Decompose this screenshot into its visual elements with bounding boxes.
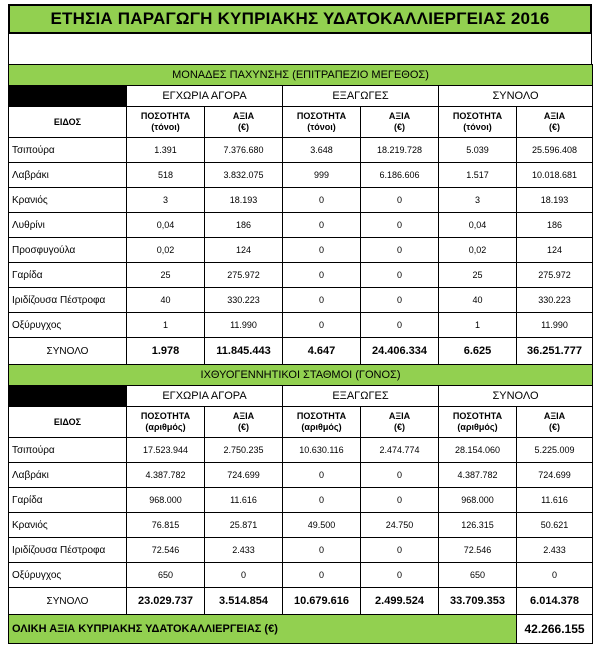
table-row — [9, 488, 593, 513]
table-cell: 0 — [283, 463, 361, 488]
table-cell: 0 — [283, 538, 361, 563]
species-name: Γαρίδα — [9, 488, 127, 513]
group-header-row — [9, 386, 593, 407]
table-cell: 999 — [283, 163, 361, 188]
table-cell: 72.546 — [127, 538, 205, 563]
grand-total-value: 42.266.155 — [517, 615, 593, 644]
table-cell: 518 — [127, 163, 205, 188]
value-header-line1: ΑΞΙΑ — [232, 411, 255, 421]
table-cell: 0 — [361, 563, 439, 588]
total-cell: 3.514.854 — [205, 588, 283, 615]
table-cell: 0 — [361, 188, 439, 213]
table-cell: 40 — [127, 288, 205, 313]
table-cell: 1.517 — [439, 163, 517, 188]
table-cell: 25 — [439, 263, 517, 288]
table-cell: 25.596.408 — [517, 138, 593, 163]
table-cell: 724.699 — [205, 463, 283, 488]
quantity-header-line2: (αριθμός) — [145, 422, 186, 432]
quantity-column-header — [439, 107, 517, 138]
species-name: Κρανιός — [9, 513, 127, 538]
table-cell: 11.990 — [517, 313, 593, 338]
table-cell: 4.387.782 — [127, 463, 205, 488]
table-cell: 0 — [283, 238, 361, 263]
species-name: Ιριδίζουσα Πέστροφα — [9, 538, 127, 563]
total-cell: 4.647 — [283, 338, 361, 365]
table-cell: 0 — [361, 288, 439, 313]
table-cell: 0 — [361, 263, 439, 288]
section-heading-row — [9, 65, 593, 86]
column-header-row — [9, 407, 593, 438]
table-cell: 0 — [361, 488, 439, 513]
total-cell: 2.499.524 — [361, 588, 439, 615]
species-name: Οξύρυγχος — [9, 563, 127, 588]
group-header: ΕΞΑΓΩΓΕΣ — [283, 86, 439, 107]
species-name: Γαρίδα — [9, 263, 127, 288]
table-cell: 18.193 — [205, 188, 283, 213]
table-row — [9, 463, 593, 488]
group-header: ΕΞΑΓΩΓΕΣ — [283, 386, 439, 407]
table-cell: 72.546 — [439, 538, 517, 563]
group-header: ΕΓΧΩΡΙΑ ΑΓΟΡΑ — [127, 86, 283, 107]
table-cell: 1.391 — [127, 138, 205, 163]
value-header-line2: (€) — [238, 122, 249, 132]
value-column-header — [361, 407, 439, 438]
species-name: Λαβράκι — [9, 463, 127, 488]
table-cell: 7.376.680 — [205, 138, 283, 163]
total-cell: 10.679.616 — [283, 588, 361, 615]
group-header-blank — [9, 86, 127, 107]
table-cell: 0,02 — [439, 238, 517, 263]
table-cell: 11.616 — [205, 488, 283, 513]
value-header-line2: (€) — [394, 422, 405, 432]
table-cell: 28.154.060 — [439, 438, 517, 463]
total-cell: 11.845.443 — [205, 338, 283, 365]
species-name: Οξύρυγχος — [9, 313, 127, 338]
table-cell: 11.616 — [517, 488, 593, 513]
species-name: Τσιπούρα — [9, 138, 127, 163]
value-header-line2: (€) — [549, 422, 561, 432]
table-cell: 968.000 — [127, 488, 205, 513]
value-column-header — [517, 107, 593, 138]
value-column-header — [517, 407, 593, 438]
table-cell: 124 — [205, 238, 283, 263]
section-heading: ΙΧΘΥΟΓΕΝΝΗΤΙΚΟΙ ΣΤΑΘΜΟΙ (ΓΟΝΟΣ) — [9, 365, 593, 386]
fattening-units-section — [9, 65, 593, 365]
value-header-line1: ΑΞΙΑ — [388, 411, 411, 421]
table-cell: 330.223 — [517, 288, 593, 313]
table-cell: 724.699 — [517, 463, 593, 488]
table-cell: 275.972 — [517, 263, 593, 288]
production-table — [8, 64, 593, 644]
total-cell: 6.625 — [439, 338, 517, 365]
table-cell: 330.223 — [205, 288, 283, 313]
table-cell: 3.832.075 — [205, 163, 283, 188]
table-cell: 76.815 — [127, 513, 205, 538]
quantity-header-line1: ΠΟΣΟΤΗΤΑ — [140, 111, 191, 121]
table-cell: 0 — [205, 563, 283, 588]
report-title: ΕΤΗΣΙΑ ΠΑΡΑΓΩΓΗ ΚΥΠΡΙΑΚΗΣ ΥΔΑΤΟΚΑΛΛΙΕΡΓΕΙΑΣ 2016 — [8, 4, 592, 34]
table-cell: 186 — [517, 213, 593, 238]
table-cell: 18.193 — [517, 188, 593, 213]
species-name: Λυθρίνι — [9, 213, 127, 238]
quantity-header-line1: ΠΟΣΟΤΗΤΑ — [452, 111, 503, 121]
value-column-header — [205, 107, 283, 138]
quantity-column-header — [283, 107, 361, 138]
table-cell: 6.186.606 — [361, 163, 439, 188]
table-row — [9, 288, 593, 313]
quantity-header-line1: ΠΟΣΟΤΗΤΑ — [452, 411, 503, 421]
table-row — [9, 138, 593, 163]
total-cell: 23.029.737 — [127, 588, 205, 615]
table-cell: 650 — [439, 563, 517, 588]
table-cell: 18.219.728 — [361, 138, 439, 163]
table-cell: 10.018.681 — [517, 163, 593, 188]
table-cell: 2.474.774 — [361, 438, 439, 463]
total-cell: 6.014.378 — [517, 588, 593, 615]
table-cell: 10.630.116 — [283, 438, 361, 463]
table-cell: 25.871 — [205, 513, 283, 538]
quantity-column-header — [127, 407, 205, 438]
total-label: ΣΥΝΟΛΟ — [9, 338, 127, 365]
total-cell: 1.978 — [127, 338, 205, 365]
table-cell: 50.621 — [517, 513, 593, 538]
table-cell: 11.990 — [205, 313, 283, 338]
table-cell: 275.972 — [205, 263, 283, 288]
species-column-header: ΕΙΔΟΣ — [9, 107, 127, 138]
grand-total-row — [9, 615, 593, 644]
table-cell: 0 — [361, 538, 439, 563]
quantity-header-line2: (τόνοι) — [307, 122, 336, 132]
total-cell: 36.251.777 — [517, 338, 593, 365]
table-row — [9, 213, 593, 238]
table-cell: 2.433 — [205, 538, 283, 563]
value-header-line1: ΑΞΙΑ — [543, 111, 566, 121]
quantity-column-header — [439, 407, 517, 438]
table-row — [9, 513, 593, 538]
table-cell: 0 — [283, 313, 361, 338]
species-name: Τσιπούρα — [9, 438, 127, 463]
quantity-header-line2: (αριθμός) — [457, 422, 498, 432]
table-cell: 0 — [283, 263, 361, 288]
table-row — [9, 238, 593, 263]
table-cell: 17.523.944 — [127, 438, 205, 463]
table-cell: 0,04 — [439, 213, 517, 238]
group-header-blank — [9, 386, 127, 407]
species-column-header: ΕΙΔΟΣ — [9, 407, 127, 438]
table-cell: 5.225.009 — [517, 438, 593, 463]
table-cell: 0 — [283, 288, 361, 313]
section-heading-row — [9, 365, 593, 386]
quantity-column-header — [283, 407, 361, 438]
table-cell: 0,04 — [127, 213, 205, 238]
table-cell: 0,02 — [127, 238, 205, 263]
table-cell: 3 — [439, 188, 517, 213]
table-cell: 2.750.235 — [205, 438, 283, 463]
value-header-line2: (€) — [394, 122, 405, 132]
table-cell: 186 — [205, 213, 283, 238]
value-header-line2: (€) — [549, 122, 561, 132]
production-report — [8, 4, 592, 644]
table-cell: 0 — [283, 563, 361, 588]
group-header: ΣΥΝΟΛΟ — [439, 386, 593, 407]
table-row — [9, 438, 593, 463]
species-name: Κρανιός — [9, 188, 127, 213]
table-cell: 2.433 — [517, 538, 593, 563]
table-row — [9, 563, 593, 588]
table-row — [9, 188, 593, 213]
spacer-row — [8, 34, 592, 64]
table-row — [9, 263, 593, 288]
table-cell: 0 — [361, 463, 439, 488]
table-cell: 1 — [127, 313, 205, 338]
value-header-line1: ΑΞΙΑ — [388, 111, 411, 121]
quantity-column-header — [127, 107, 205, 138]
table-cell: 4.387.782 — [439, 463, 517, 488]
quantity-header-line1: ΠΟΣΟΤΗΤΑ — [296, 111, 347, 121]
table-cell: 650 — [127, 563, 205, 588]
table-cell: 0 — [361, 213, 439, 238]
table-row — [9, 538, 593, 563]
table-cell: 0 — [517, 563, 593, 588]
grand-total-label: ΟΛΙΚΗ ΑΞΙΑ ΚΥΠΡΙΑΚΗΣ ΥΔΑΤΟΚΑΛΛΙΕΡΓΕΙΑΣ (€) — [9, 615, 517, 644]
value-header-line2: (€) — [238, 422, 249, 432]
table-cell: 0 — [361, 313, 439, 338]
value-column-header — [361, 107, 439, 138]
total-row — [9, 338, 593, 365]
table-cell: 40 — [439, 288, 517, 313]
table-cell: 24.750 — [361, 513, 439, 538]
total-row — [9, 588, 593, 615]
value-header-line1: ΑΞΙΑ — [232, 111, 255, 121]
table-cell: 5.039 — [439, 138, 517, 163]
table-cell: 3 — [127, 188, 205, 213]
table-cell: 126.315 — [439, 513, 517, 538]
quantity-header-line2: (τόνοι) — [463, 122, 492, 132]
value-column-header — [205, 407, 283, 438]
total-label: ΣΥΝΟΛΟ — [9, 588, 127, 615]
table-row — [9, 313, 593, 338]
table-cell: 0 — [361, 238, 439, 263]
grand-total-section — [9, 615, 593, 644]
section-heading: ΜΟΝΑΔΕΣ ΠΑΧΥΝΣΗΣ (ΕΠΙΤΡΑΠΕΖΙΟ ΜΕΓΕΘΟΣ) — [9, 65, 593, 86]
group-header: ΕΓΧΩΡΙΑ ΑΓΟΡΑ — [127, 386, 283, 407]
species-name: Ιριδίζουσα Πέστροφα — [9, 288, 127, 313]
table-cell: 0 — [283, 213, 361, 238]
species-name: Λαβράκι — [9, 163, 127, 188]
column-header-row — [9, 107, 593, 138]
group-header: ΣΥΝΟΛΟ — [439, 86, 593, 107]
quantity-header-line1: ΠΟΣΟΤΗΤΑ — [140, 411, 191, 421]
quantity-header-line2: (τόνοι) — [151, 122, 180, 132]
quantity-header-line1: ΠΟΣΟΤΗΤΑ — [296, 411, 347, 421]
table-cell: 0 — [283, 188, 361, 213]
table-cell: 25 — [127, 263, 205, 288]
group-header-row — [9, 86, 593, 107]
total-cell: 24.406.334 — [361, 338, 439, 365]
table-cell: 0 — [283, 488, 361, 513]
species-name: Προσφυγούλα — [9, 238, 127, 263]
table-cell: 3.648 — [283, 138, 361, 163]
value-header-line1: ΑΞΙΑ — [543, 411, 566, 421]
hatcheries-section — [9, 365, 593, 615]
table-cell: 49.500 — [283, 513, 361, 538]
total-cell: 33.709.353 — [439, 588, 517, 615]
table-row — [9, 163, 593, 188]
table-cell: 1 — [439, 313, 517, 338]
table-cell: 968.000 — [439, 488, 517, 513]
table-cell: 124 — [517, 238, 593, 263]
quantity-header-line2: (αριθμός) — [301, 422, 342, 432]
